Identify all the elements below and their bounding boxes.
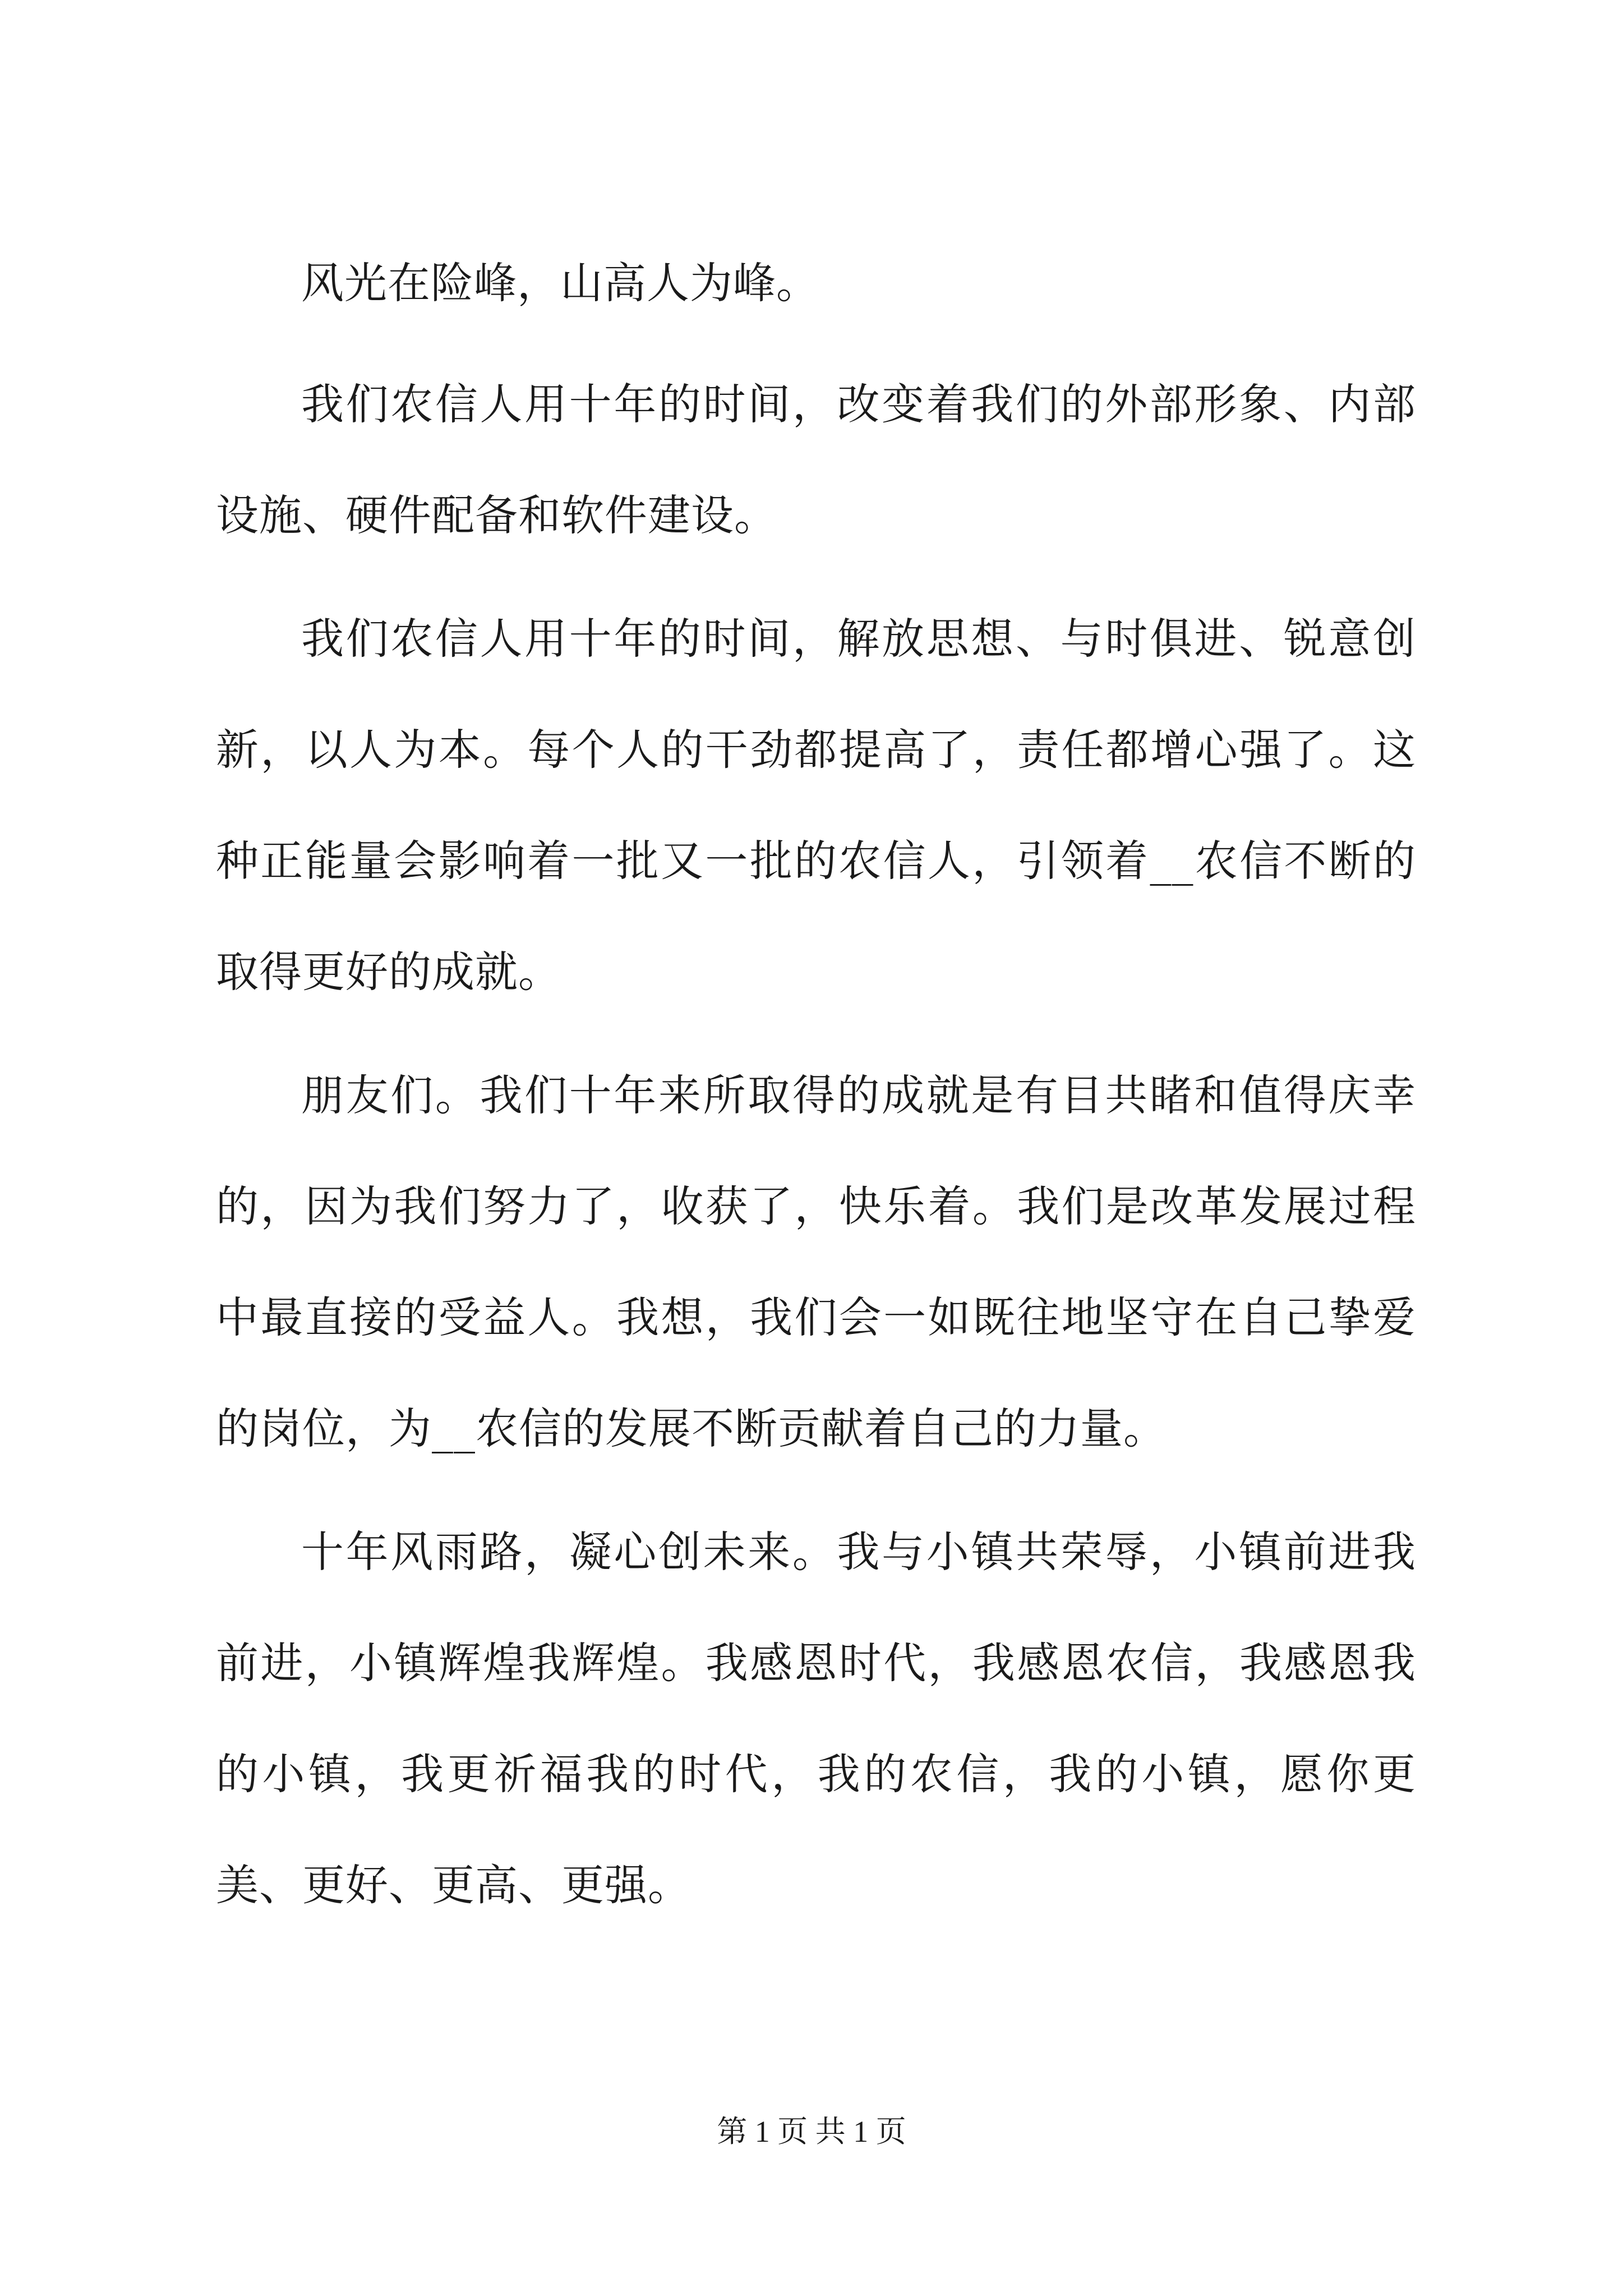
paragraph-5: 十年风雨路，凝心创未来。我与小镇共荣辱，小镇前进我前进，小镇辉煌我辉煌。我感恩时代，我感恩农信，我感恩我的小镇，我更祈福我的时代，我的农信，我的小镇，愿你更美、更好、更高、更强。 xyxy=(216,1527,1416,1910)
paragraph-3: 我们农信人用十年的时间，解放思想、与时俱进、锐意创新，以人为本。每个人的干劲都提高了，责任都增心强了。这种正能量会影响着一批又一批的农信人，引领着__农信不断的取得更好的成就。 xyxy=(216,614,1416,997)
document-body xyxy=(216,230,1416,1953)
paragraph-4: 朋友们。我们十年来所取得的成就是有目共睹和值得庆幸的，因为我们努力了，收获了，快乐着。我们是改革发展过程中最直接的受益人。我想，我们会一如既往地坚守在自己挚爱的岗位，为__农信的发展不断贡献着自己的力量。 xyxy=(216,1070,1416,1453)
page-number-footer: 第 1 页 共 1 页 xyxy=(717,2115,906,2148)
paragraph-2: 我们农信人用十年的时间，改变着我们的外部形象、内部设施、硬件配备和软件建设。 xyxy=(216,379,1416,540)
paragraph-1: 风光在险峰，山高人为峰。 xyxy=(301,258,819,308)
